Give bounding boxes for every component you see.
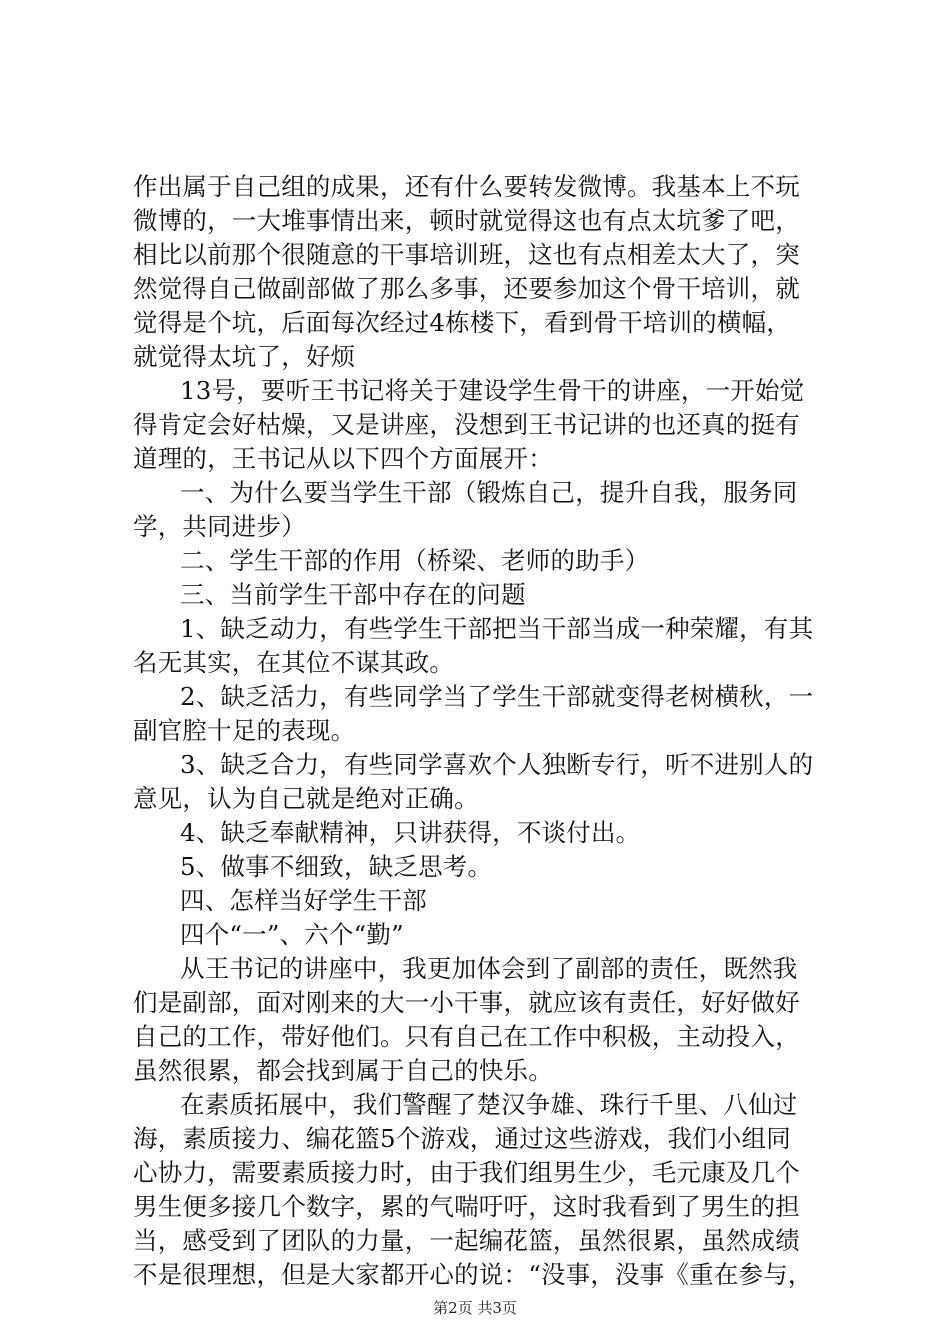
paragraph-start-line: 四、怎样当好学生干部 (180, 886, 427, 915)
text-line: 就觉得太坑了，好烦 (133, 342, 356, 371)
paragraph-start-line: 四个“一”、六个“勤” (180, 920, 404, 949)
text-line: 们是副部，面对刚来的大一小干事，就应该有责任，好好做好 (133, 988, 800, 1017)
text-line: 相比以前那个很随意的干事培训班，这也有点相差太大了，突 (133, 240, 800, 269)
text-line: 虽然很累，都会找到属于自己的快乐。 (133, 1056, 553, 1085)
paragraph-start-line: 从王书记的讲座中，我更加体会到了副部的责任，既然我 (180, 954, 798, 983)
paragraph-start-line: 一、为什么要当学生干部（锻炼自己，提升自我，服务同 (180, 478, 798, 507)
text-line: 海，素质接力、编花篮5个游戏，通过这些游戏，我们小组同 (133, 1124, 791, 1153)
text-line: 男生便多接几个数字，累的气喘吁吁，这时我看到了男生的担 (133, 1192, 800, 1221)
text-line: 自己的工作，带好他们。只有自己在工作中积极，主动投入， (133, 1022, 800, 1051)
paragraph-start-line: 13号，要听王书记将关于建设学生骨干的讲座，一开始觉 (180, 376, 805, 405)
paragraph-start-line: 2、缺乏活力，有些同学当了学生干部就变得老树横秋，一 (180, 682, 814, 711)
text-line: 学，共同进步） (133, 512, 306, 541)
text-line: 作出属于自己组的成果，还有什么要转发微博。我基本上不玩 (133, 172, 800, 201)
page-number-footer: 第2页 共3页 (433, 1299, 517, 1317)
paragraph-start-line: 在素质拓展中，我们警醒了楚汉争雄、珠行千里、八仙过 (180, 1090, 798, 1119)
text-line: 名无其实，在其位不谋其政。 (133, 648, 455, 677)
text-line: 道理的，王书记从以下四个方面展开： (133, 444, 553, 473)
paragraph-start-line: 5、做事不细致，缺乏思考。 (180, 852, 493, 881)
text-line: 不是很理想，但是大家都开心的说：“没事，没事《重在参与， (133, 1260, 813, 1289)
text-line: 心协力，需要素质接力时，由于我们组男生少，毛元康及几个 (133, 1158, 800, 1187)
text-line: 然觉得自己做副部做了那么多事，还要参加这个骨干培训，就 (133, 274, 800, 303)
paragraph-start-line: 1、缺乏动力，有些学生干部把当干部当成一种荣耀，有其 (180, 614, 814, 643)
paragraph-start-line: 3、缺乏合力，有些同学喜欢个人独断专行，听不进别人的 (180, 750, 814, 779)
paragraph-start-line: 4、缺乏奉献精神，只讲获得，不谈付出。 (180, 818, 641, 847)
text-line: 意见，认为自己就是绝对正确。 (133, 784, 479, 813)
text-line: 微博的，一大堆事情出来，顿时就觉得这也有点太坑爹了吧， (133, 206, 800, 235)
paragraph-start-line: 三、当前学生干部中存在的问题 (180, 580, 526, 609)
paragraph-start-line: 二、学生干部的作用（桥梁、老师的助手） (180, 546, 650, 575)
text-line: 副官腔十足的表现。 (133, 716, 356, 745)
text-line: 当，感受到了团队的力量，一起编花篮，虽然很累，虽然成绩 (133, 1226, 800, 1255)
text-line: 觉得是个坑，后面每次经过4栋楼下，看到骨干培训的横幅， (133, 308, 791, 337)
text-line: 得肯定会好枯燥，又是讲座，没想到王书记讲的也还真的挺有 (133, 410, 800, 439)
